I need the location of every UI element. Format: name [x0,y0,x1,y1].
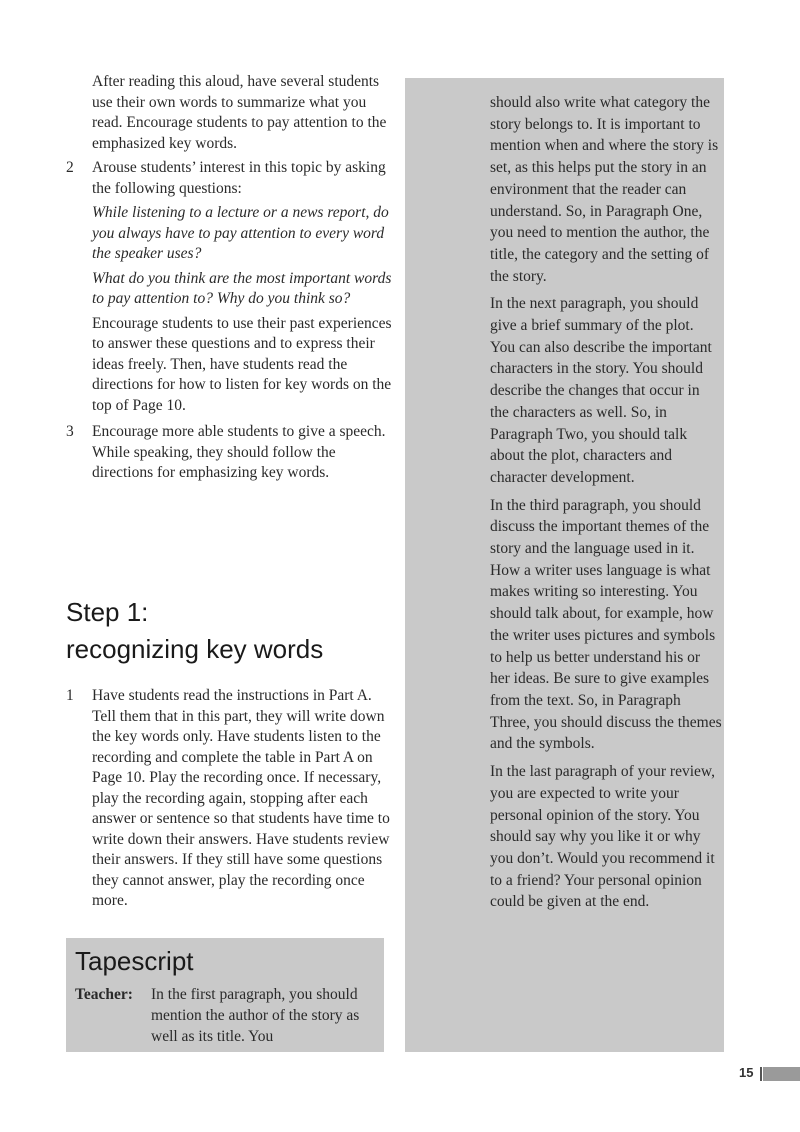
tapescript-paragraph: In the next paragraph, you should give a brief summary of the plot. You can also describe the important characters in the story. You should describe the changes that occur in the characters as well. So, in Paragraph Two, you should talk about the plot, characters and character development. [490,295,712,486]
speaker-label: Teacher: [75,986,133,1003]
tapescript-paragraph: In the last paragraph of your review, you are expected to write your personal opinion of the story. You should say why you like it or why you don’t. Would you recommend it to a friend? Your personal opinion could be given at the end. [490,763,715,911]
intro-paragraph: After reading this aloud, have several students use their own words to summarize what you read. Encourage students to pay attention to the emphasized key words. [92,73,387,152]
section-heading-line: Step 1: [66,597,149,627]
tapescript-paragraph: In the third paragraph, you should discuss the important themes of the story and the language used in it. How a writer uses language is what makes writing so interesting. You should talk about, for example, how the writer uses pictures and symbols to help us better understand his or her ideas. Be sure to give examples from the text. So, in Paragraph Three, you should discuss the themes and the symbols. [490,496,722,753]
section-heading-line: recognizing key words [66,634,324,664]
list-item-followup: Encourage students to use their past experiences to answer these questions and to express their ideas freely. Then, have students read the directions for how to listen for key words on the top of Page 10. [92,314,392,414]
list-number: 2 [66,159,74,176]
list-item-2 [66,158,396,416]
step-list [66,686,396,912]
list-number: 1 [66,687,74,704]
section-heading [66,594,396,668]
tapescript-paragraph: should also write what category the story belongs to. It is important to mention when and where the story is set, as this helps put the story in an environment that the reader can understand. So, in Paragraph One, you need to mention the author, the title, the category and the setting of the story. [490,94,719,285]
list-item-1 [66,686,396,912]
tapescript-continuation-text [490,92,722,919]
list-item-text: Have students read the instructions in Part A. Tell them that in this part, they will write down the key words only. Have students listen to the recording and complete the table in Part A on Page 10. Play the recording once. If necessary, play the recording again, stopping after each answer or sentence so that students have time to write down their answers. Have students review their answers. If they still have some questions they cannot answer, play the recording once more. [92,687,390,909]
left-column [66,72,396,484]
discussion-question: What do you think are the most important words to pay attention to? Why do you think so? [92,269,392,307]
tapescript-continuation-box [405,78,724,1052]
tapescript-box [66,938,384,1052]
page-marker-bar [763,1067,800,1081]
speech-text: In the first paragraph, you should mention the author of the story as well as its title. You [151,986,360,1045]
list-number: 3 [66,423,74,440]
list-item-text: Arouse students’ interest in this topic by asking the following questions: [92,159,386,197]
page-marker-notch [760,1067,762,1081]
discussion-question: While listening to a lecture or a news report, do you always have to pay attention to every word the speaker uses? [92,204,389,262]
list-item-3 [66,422,396,484]
tapescript-title: Tapescript [75,946,194,976]
list-item-text: Encourage more able students to give a speech. While speaking, they should follow the directions for emphasizing key words. [92,423,386,481]
page-number: 15 [739,1065,754,1080]
